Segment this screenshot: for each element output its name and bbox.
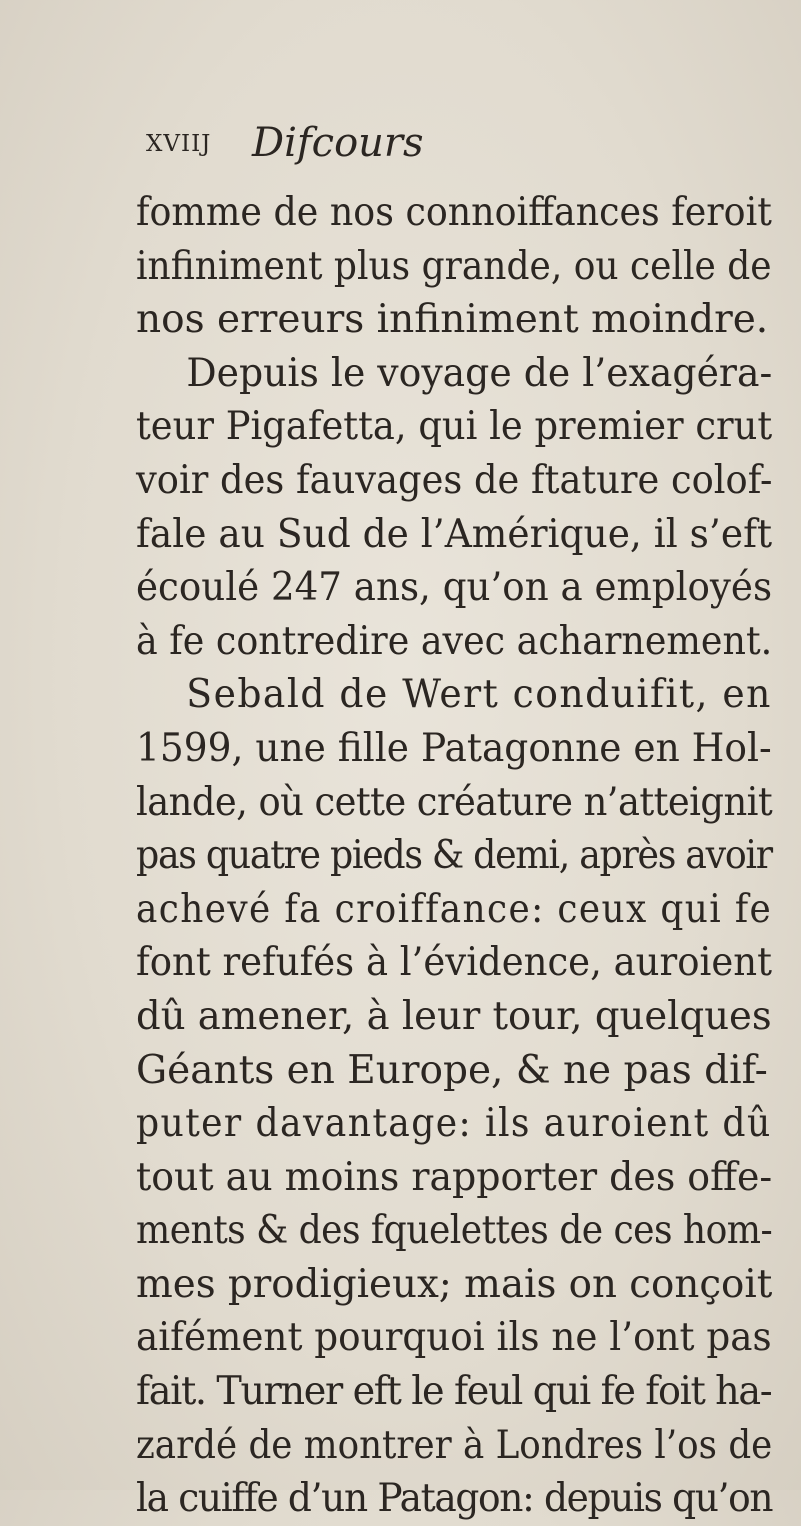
text-line: puter davantage: ils auroient dû: [136, 1101, 772, 1147]
text-line: infiniment plus grande, ou celle de: [136, 243, 772, 289]
text-line: 1599, une fille Patagonne en Hol-: [136, 725, 772, 771]
text-line: teur Pigafetta, qui le premier crut: [136, 404, 773, 450]
text-line: font refufés à l’évidence, auroient: [136, 940, 772, 986]
text-line: achevé fa croiffance: ceux qui fe: [136, 886, 773, 932]
text-line: Géants en Europe, & ne pas dif-: [136, 1047, 768, 1093]
text-line: fale au Sud de l’Amérique, il s’eft: [136, 511, 773, 557]
text-line: dû amener, à leur tour, quelques: [136, 993, 772, 1039]
paragraph-start-line: Depuis le voyage de l’exagéra-: [186, 350, 773, 396]
text-line: mes prodigieux; mais on conçoit: [136, 1261, 773, 1307]
body-text: [136, 186, 772, 1526]
text-line: à fe contredire avec acharnement.: [136, 618, 773, 664]
text-line: lande, où cette créature n’atteignit: [136, 779, 773, 825]
running-title: Difcours: [252, 120, 424, 166]
paragraph-start-line: Sebald de Wert conduifit, en: [186, 672, 772, 718]
text-line: aifément pourquoi ils ne l’ont pas: [136, 1315, 772, 1361]
text-line: la cuiffe d’un Patagon: depuis qu’on: [136, 1476, 773, 1522]
page-number: xviij: [146, 120, 212, 159]
text-line: zardé de montrer à Londres l’os de: [136, 1422, 773, 1468]
page-header: [146, 120, 706, 170]
text-line: écoulé 247 ans, qu’on a employés: [136, 565, 773, 611]
text-line: voir des fauvages de ftature colof-: [136, 457, 773, 503]
text-line: nos erreurs infiniment moindre.: [136, 297, 769, 343]
text-line: ments & des fquelettes de ces hom-: [136, 1208, 773, 1254]
text-line: fomme de nos connoiffances feroit: [136, 190, 772, 235]
text-line: pas quatre pieds & demi, après avoir: [136, 833, 772, 879]
text-line: tout au moins rapporter des offe-: [136, 1154, 773, 1200]
text-line: fait. Turner eft le feul qui fe foit ha-: [136, 1369, 772, 1415]
